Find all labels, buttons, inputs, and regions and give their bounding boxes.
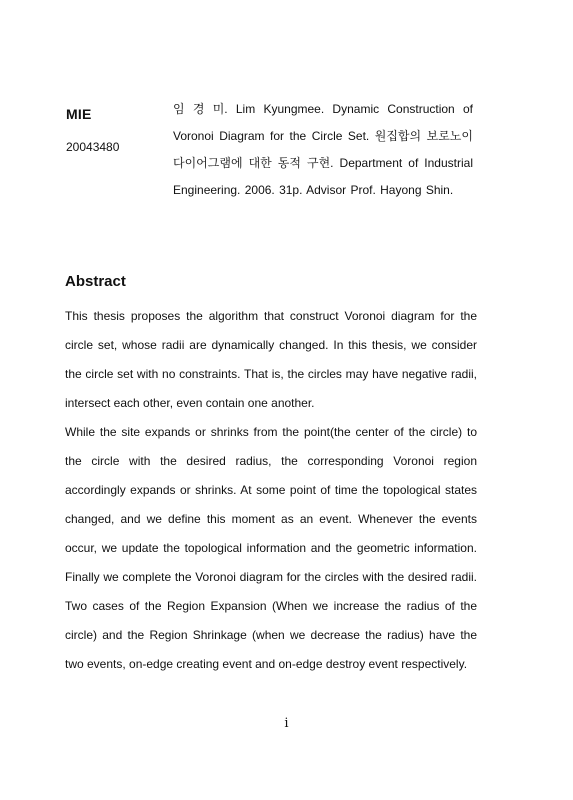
department-code: MIE — [66, 106, 92, 122]
abstract-body — [65, 302, 477, 679]
thesis-meta — [66, 100, 156, 156]
page-number: i — [284, 716, 289, 731]
citation-text: 임 경 미. Lim Kyungmee. Dynamic Construction of Voronoi Diagram for the Circle Set. 원집합의 보로노이 다이어그램에 대한 동적 구현. Department of Industrial Engineering. 2006. 31p. Advisor Prof. Hayong Shin. — [173, 102, 473, 197]
student-id: 20043480 — [66, 140, 120, 154]
abstract-paragraph-2: While the site expands or shrinks from the point(the center of the circle) to the circle with the desired radius, the corresponding Voronoi region accordingly expands or shrinks. At some point of time the topological states changed, and we define this moment as an event. Whenever the events occur, we update the topological information and the geometric information. Finally we complete the Voronoi diagram for the circles with the desired radii. Two cases of the Region Expansion (When we increase the radius of the circle) and the Region Shrinkage (when we decrease the radius) have the two events, on-edge creating event and on-edge destroy event respectively. — [65, 425, 477, 671]
abstract-paragraph-1: This thesis proposes the algorithm that construct Voronoi diagram for the circle set, whose radii are dynamically changed. In this thesis, we consider the circle set with no constraints. That is, the circles may have negative radii, intersect each other, even contain one another. — [65, 309, 477, 410]
abstract-heading: Abstract — [65, 273, 126, 290]
bibliographic-citation — [173, 96, 473, 204]
